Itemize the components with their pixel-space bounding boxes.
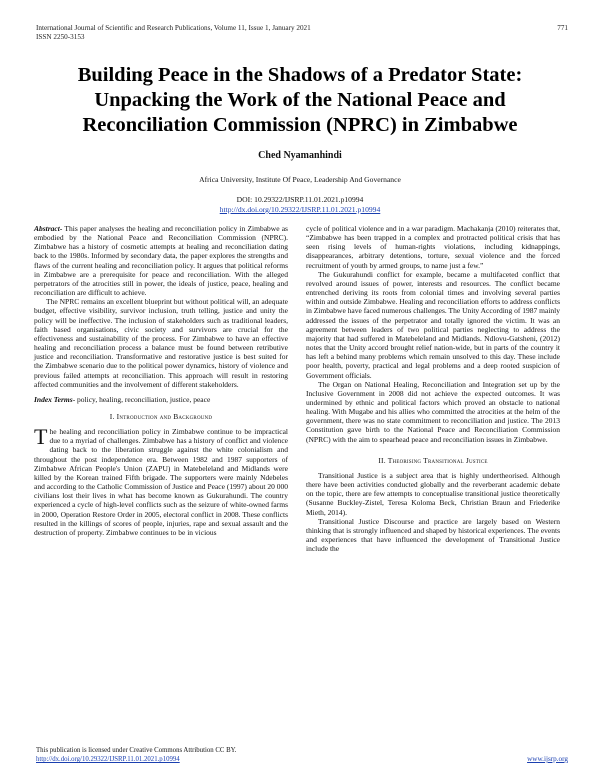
index-terms-label: Index Terms: [34, 394, 73, 404]
title-line-1: Building Peace in the Shadows of a Predator State:: [77, 64, 523, 86]
intro-paragraph-1: [34, 424, 288, 537]
right-paragraph-1: cycle of political violence and in a war paradigm. Machakanja (2010) reiterates that, “Zimbabwe has been trapped in a complex and protracted political crisis that has seen rising levels of human-rights violations, including kidnappings, disappearances, arbitrary detentions, torture, sexual violence and the forced recruitment of youth by armed groups, to name just a few.”: [306, 224, 560, 270]
paper-title: [40, 63, 560, 138]
tj-paragraph-1: Transitional Justice is a subject area that is highly undertheorised. Although there have been activities conducted globally and the reverberant academic debate on the topic, there are few attempts to conceptualise transitional justice theoretically (Susanne Buckley-Zistel, Teresa Koloma Beck, Christian Braun and Friederike Mieth, 2014).: [306, 470, 560, 517]
section-heading-introduction: I. Introduction and Background: [109, 411, 213, 421]
abstract-paragraph-2: The NPRC remains an excellent blueprint but without political will, an adequate budget, effective visibility, survivor inclusion, truth telling, justice and unity the policy will be ineffective. The inclusion of stakeholders such as traditional leaders, faith based organisations, civic society and survivors are crucial for the effectiveness and sustainability of the process. For Zimbabwe to have an effective healing and reconciliation process a balance must be found between retributive justice and reconciliation. Transformative and restorative justice is best suited for the Zimbabwe scenario due to the political power dynamics, history of violence and previous failed attempts at reconciliation. This approach will result in restoring affected communities and the involvement of different stakeholders.: [34, 297, 288, 389]
journal-name: International Journal of Scientific and Research Publications, Volume 11, Issue 1, January 2021: [36, 24, 311, 32]
abstract-text-1: This paper analyses the healing and reconciliation policy in Zimbabwe as embodied by the National Peace and Reconciliation Commission (NPRC). Zimbabwe has a history of cosmetic attempts at healing and reconciliation dating back to the 1980s. Informed by secondary data, the paper explores the strengths and flaws of the current healing and reconciliation policy. It argues that political reforms in Zimbabwe are a prerequisite for peace and reconciliation. With the alleged perpetrators of the atrocities still in power, the ideals of justice, peace, healing and reconciliation are difficult to achieve.: [34, 224, 288, 298]
intro-text-1: he healing and reconciliation policy in Zimbabwe continue to be impractical due to a myriad of challenges. Zimbabwe has a history of conflict and violence dating back to the liberation struggle against the white colonialism and throughout the post independence era. Between 1982 and 1987 supporters of Zimbabwe African People's Union (ZAPU) in Matebeleland and Midlands were killed by the Korean trained Fifth brigade. The supporters were mainly Ndebeles and according to the Catholic Commission of Justice and Peace (1997) about 20 000 civilians lost their lives in what has become known as Gukurahundi. The country experienced a cycle of high-level conflicts such as the seizure of white-owned farms in 2000, Operation Restore Order in 2005, electoral conflict in 2008. These conflicts resulted in the killings of scores of people, injuries, rape and sexual assault and the destruction of property. Zimbabwe continues to be in vicious: [34, 427, 288, 537]
doi-text: DOI: 10.29322/IJSRP.11.01.2021.p10994: [236, 195, 364, 204]
right-paragraph-3: The Organ on National Healing, Reconciliation and Integration set up by the Inclusive Government in 2008 did not achieve the expected outcomes. It was undermined by ethnic and political factors which proved an obstacle to national healing. With Mugabe and his allies who committed the atrocities at the helm of the government, there was no state commitment to reconciliation and justice. The 2013 Constitution gave birth to the National Peace and Reconciliation Commission (NPRC) with the aim to spearhead peace and reconciliation issues in Zimbabwe.: [306, 379, 560, 444]
right-column: [306, 224, 560, 553]
index-terms: [34, 395, 288, 404]
author-name: Ched Nyamanhindi: [258, 150, 342, 161]
title-line-2: Unpacking the Work of the National Peace and: [94, 89, 506, 111]
license-text: This publication is licensed under Creative Commons Attribution CC BY.: [36, 747, 237, 754]
drop-cap: T: [34, 424, 48, 450]
doi-link[interactable]: http://dx.doi.org/10.29322/IJSRP.11.01.2021.p10994: [219, 205, 381, 214]
abstract-label: Abstract-: [34, 224, 63, 233]
index-terms-text: - policy, healing, reconciliation, justice, peace: [72, 394, 211, 404]
website-link[interactable]: www.ijsrp.org: [527, 755, 568, 763]
issn: ISSN 2250-3153: [36, 33, 85, 41]
running-header: [36, 24, 311, 42]
abstract-paragraph-1: [34, 224, 288, 297]
footer-doi-link[interactable]: http://dx.doi.org/10.29322/IJSRP.11.01.2021.p10994: [36, 756, 180, 763]
page-footer: [36, 746, 236, 764]
page-number: 771: [557, 24, 568, 32]
doi-block: [0, 195, 600, 215]
section-heading-transitional-justice: II. Theorising Transitional Justice: [378, 455, 488, 465]
left-column: [34, 224, 288, 537]
tj-paragraph-2: Transitional Justice Discourse and practice are largely based on Western thinking that is strongly influenced and shaped by historical experiences. The events and experiences that have influenced the development of Transitional Justice include the: [306, 516, 560, 554]
right-paragraph-2: The Gukurahundi conflict for example, became a multifaceted conflict that revolved around issues of power, interests and resources. The conflict became entrenched deriving its roots from colonial times and involving several parties within and outside Zimbabwe. Healing and reconciliation efforts to address conflicts in Zimbabwe have faced numerous challenges. The Unity According of 1987 mainly addressed the issues of the perpetrator and totally ignored the victim. It was an agreement between leaders of two political parties neglecting to address the majority that had suffered in Matebeleland and Midlands. Ndlovu-Gatsheni, (2012) notes that the Unity accord brought relief nation-wide, but in parts of the country it has left a behind many problems which remain unsolved to this day. These include poor health, poverty, practical and legal problems and a deep rooted suspicion of Government officials.: [306, 269, 560, 380]
title-line-3: Reconciliation Commission (NPRC) in Zimbabwe: [82, 114, 518, 136]
author-affiliation: Africa University, Institute Of Peace, Leadership And Governance: [199, 175, 401, 184]
